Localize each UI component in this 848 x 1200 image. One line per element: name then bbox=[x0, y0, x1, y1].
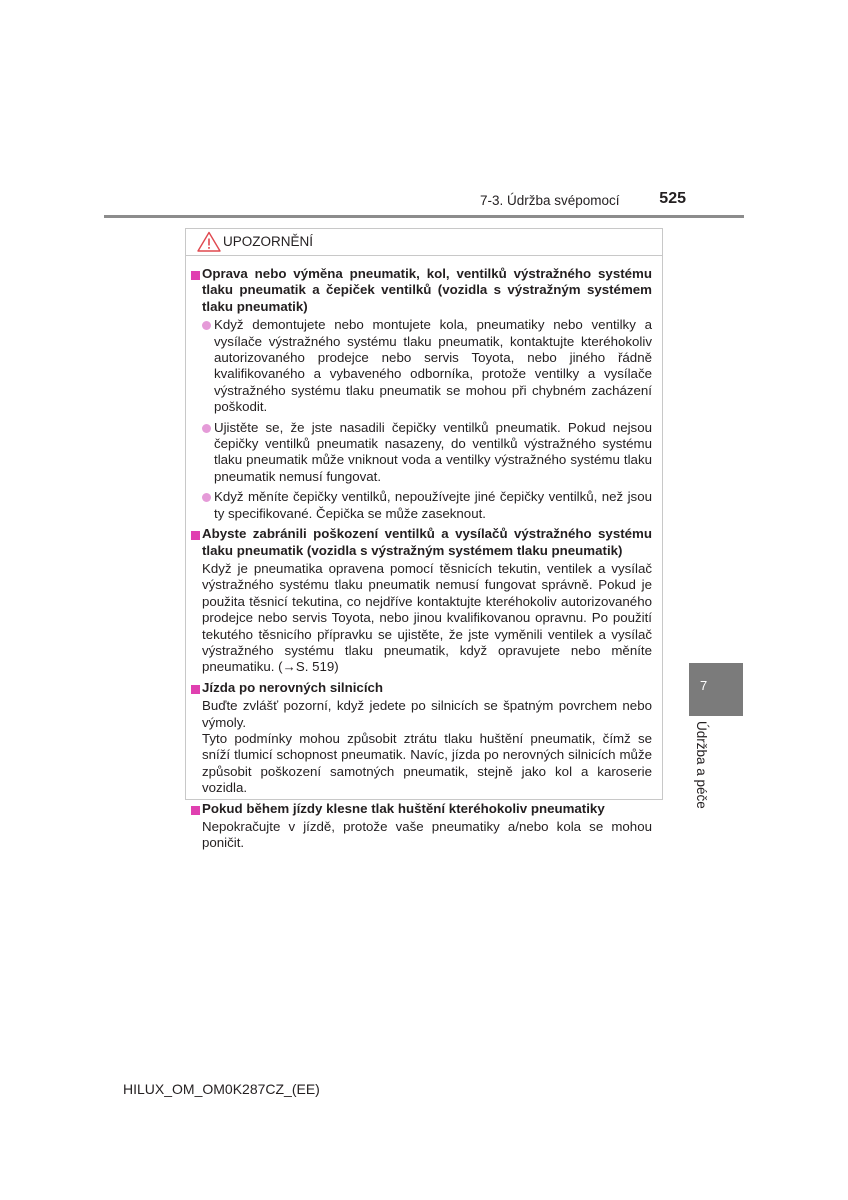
list-item bbox=[202, 317, 652, 415]
section-title: 7-3. Údržba svépomocí bbox=[480, 193, 620, 208]
warning-box bbox=[185, 228, 663, 851]
section-text: Tyto podmínky mohou způsobit ztrátu tlaku huštění pneumatik, čímž se sníží tlumicí schopnost pneumatik. Navíc, jízda po nerovných silnicích může způsobit poškození samotných pneumatik, stejně jako kol a karoserie vozidla. bbox=[202, 730, 652, 796]
list-item-text: Ujistěte se, že jste nasadili čepičky ventilků pneumatik. Pokud nejsou čepičky ventilků pneumatik nasazeny, do ventilků výstražného systému tlaku pneumatik může vniknout voda a ventilky výstražného systému tlaku pneumatik nemusí fungovat. bbox=[214, 419, 652, 484]
section-heading: Pokud během jízdy klesne tlak huštění kteréhokoliv pneumatiky bbox=[202, 800, 605, 816]
round-bullet-icon bbox=[202, 424, 211, 433]
list-item-text: Když demontujete nebo montujete kola, pneumatiky nebo ventilky a vysílače výstražného systému tlaku pneumatik, kontaktujte kteréhokoliv autorizovaného prodejce nebo servis Toyota, nebo jiného řádně kvalifikovaného a vybaveného odborníka, protože ventilky a vysílače výstražného systému tlaku pneumatik se mohou při chybném zacházení poškodit. bbox=[214, 317, 652, 415]
section-text: Buďte zvlášť pozorní, když jedete po silnicích se špatným povrchem nebo výmoly. bbox=[202, 698, 652, 730]
header-divider bbox=[104, 215, 744, 218]
chapter-number: 7 bbox=[700, 678, 708, 693]
warning-section-tire-repair bbox=[186, 266, 662, 522]
warning-triangle-icon bbox=[197, 231, 221, 252]
square-bullet-icon bbox=[191, 531, 200, 540]
warning-section-rough-roads bbox=[186, 680, 662, 797]
warning-section-pressure-drop bbox=[186, 801, 662, 852]
square-bullet-icon bbox=[191, 271, 200, 280]
list-item bbox=[202, 489, 652, 522]
square-bullet-icon bbox=[191, 806, 200, 815]
section-text: Nepokračujte v jízdě, protože vaše pneumatiky a/nebo kola se mohou poničit. bbox=[202, 819, 652, 851]
warning-header bbox=[186, 229, 662, 256]
chapter-label: Údržba a péče bbox=[694, 721, 709, 809]
warning-section-valve-damage bbox=[186, 526, 662, 676]
warning-label: UPOZORNĚNÍ bbox=[223, 234, 314, 249]
round-bullet-icon bbox=[202, 321, 211, 330]
section-text: Když je pneumatika opravena pomocí těsnicích tekutin, ventilek a vysílač výstražného systému tlaku pneumatik nemusí fungovat správně. Pokud je použita těsnicí tekutina, co nejdříve kontaktujte kteréhokoliv autorizovaného prodejce nebo servis Toyota, nebo jinou kvalifikovanou opravnu. Po použití tekutého těsnicího přípravku se ujistěte, že jste vyměnili ventilek a vysílač výstražného systému tlaku pneumatik, když opravujete nebo měníte pneumatiku. (→S. 519) bbox=[202, 560, 652, 675]
document-code: HILUX_OM_OM0K287CZ_(EE) bbox=[123, 1081, 320, 1097]
chapter-tab bbox=[689, 663, 743, 716]
section-heading: Abyste zabránili poškození ventilků a vysílačů výstražného systému tlaku pneumatik (vozidla s výstražným systémem tlaku pneumatik) bbox=[202, 526, 652, 558]
page-number: 525 bbox=[659, 190, 686, 207]
section-heading: Oprava nebo výměna pneumatik, kol, ventilků výstražného systému tlaku pneumatik a čepiček ventilků (vozidla s výstražným systémem tlaku pneumatik) bbox=[202, 266, 652, 314]
section-heading: Jízda po nerovných silnicích bbox=[202, 679, 384, 695]
list-item bbox=[202, 420, 652, 486]
square-bullet-icon bbox=[191, 685, 200, 694]
warning-content bbox=[186, 256, 662, 852]
list-item-text: Když měníte čepičky ventilků, nepoužívejte jiné čepičky ventilků, než jsou ty specifikované. Čepička se může zaseknout. bbox=[214, 489, 652, 521]
round-bullet-icon bbox=[202, 493, 211, 502]
